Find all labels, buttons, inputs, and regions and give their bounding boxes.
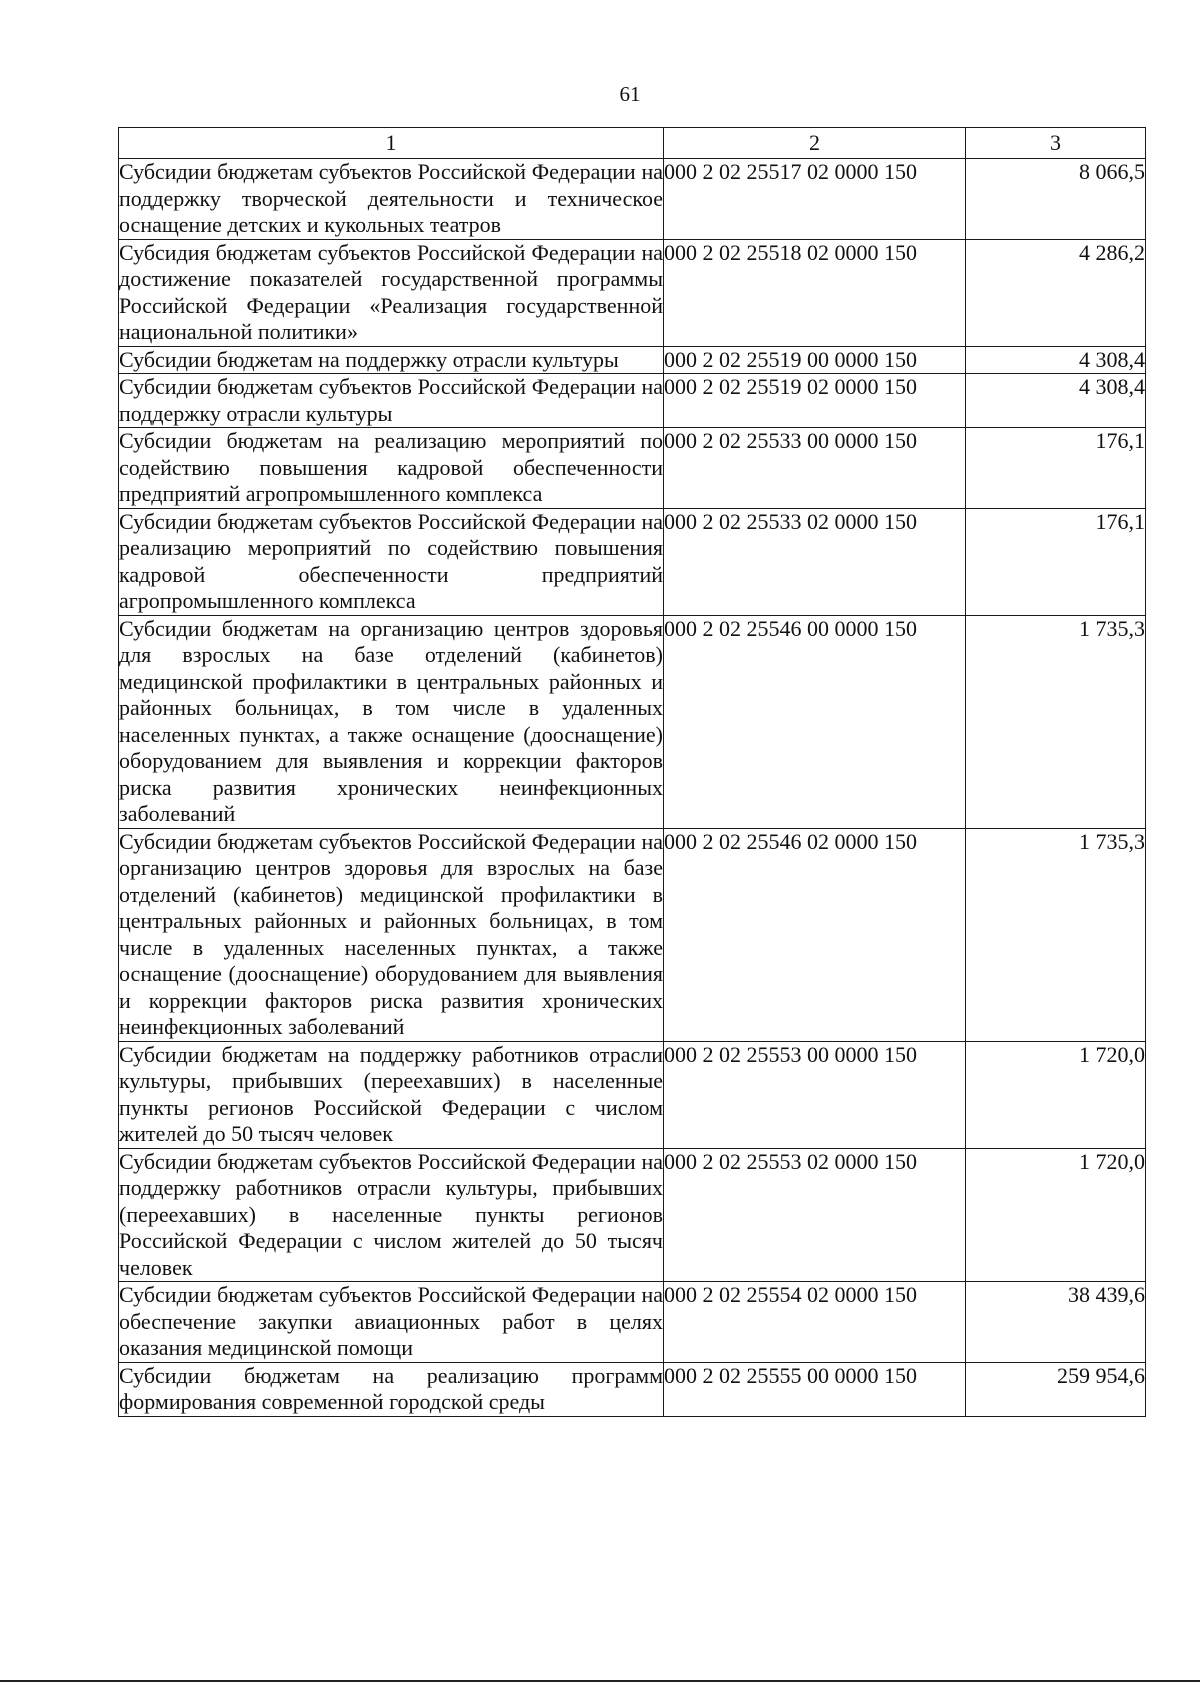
row-name: Субсидии бюджетам на поддержку отрасли культуры — [119, 346, 664, 374]
budget-table — [118, 127, 1146, 1417]
row-code: 000 2 02 25546 02 0000 150 — [664, 828, 966, 1041]
row-code: 000 2 02 25518 02 0000 150 — [664, 239, 966, 346]
row-name: Субсидии бюджетам на организацию центров здоровья для взрослых на базе отделений (кабинетов) медицинской профилактики в центральных районных и районных больницах, в том числе в удаленных населенных пунктах, а также оснащение (дооснащение) оборудованием для выявления и коррекции факторов риска развития хронических неинфекционных заболеваний — [119, 615, 663, 826]
table-row — [119, 346, 1146, 374]
column-header-1: 1 — [119, 128, 664, 159]
row-name: Субсидии бюджетам субъектов Российской Федерации на организацию центров здоровья для взрослых на базе отделений (кабинетов) медицинской профилактики в центральных районных и районных больницах, в том числе в удаленных населенных пунктах, а также оснащение (дооснащение) оборудованием для выявления и коррекции факторов риска развития хронических неинфекционных заболеваний — [119, 828, 663, 1039]
table-row — [119, 239, 1146, 346]
table-row — [119, 508, 1146, 615]
table-row — [119, 828, 1146, 1041]
row-code: 000 2 02 25555 00 0000 150 — [664, 1362, 966, 1416]
bottom-rule — [0, 1680, 1200, 1682]
table-row — [119, 374, 1146, 428]
table-row — [119, 159, 1146, 240]
row-amount: 1 735,3 — [966, 828, 1146, 1041]
row-name: Субсидии бюджетам субъектов Российской Федерации на поддержку работников отрасли культуры, прибывших (переехавших) в населенные пункты регионов Российской Федерации с числом жителей до 50 тысяч человек — [119, 1148, 663, 1280]
row-amount: 4 286,2 — [966, 239, 1146, 346]
row-code: 000 2 02 25519 02 0000 150 — [664, 374, 966, 428]
row-amount: 38 439,6 — [966, 1282, 1146, 1363]
table-row — [119, 1282, 1146, 1363]
row-amount: 1 720,0 — [966, 1148, 1146, 1282]
header-row — [119, 128, 1146, 159]
row-code: 000 2 02 25533 02 0000 150 — [664, 508, 966, 615]
table-row — [119, 1041, 1146, 1148]
row-name: Субсидии бюджетам на реализацию программ формирования современной городской среды — [119, 1362, 663, 1414]
row-amount: 4 308,4 — [966, 346, 1146, 374]
row-name: Субсидии бюджетам на реализацию мероприятий по содействию повышения кадровой обеспеченности предприятий агропромышленного комплекса — [119, 428, 663, 506]
table-row — [119, 1148, 1146, 1282]
row-code: 000 2 02 25546 00 0000 150 — [664, 615, 966, 828]
row-amount: 259 954,6 — [966, 1362, 1146, 1416]
row-name: Субсидии бюджетам субъектов Российской Федерации на поддержку творческой деятельности и техническое оснащение детских и кукольных театров — [119, 159, 663, 237]
row-code: 000 2 02 25517 02 0000 150 — [664, 159, 966, 240]
row-amount: 1 720,0 — [966, 1041, 1146, 1148]
column-header-3: 3 — [966, 128, 1146, 159]
row-name: Субсидии бюджетам субъектов Российской Федерации на реализацию мероприятий по содействию повышения кадровой обеспеченности предприятий агропромышленного комплекса — [119, 508, 663, 613]
table-row — [119, 1362, 1146, 1416]
column-header-2: 2 — [664, 128, 966, 159]
row-amount: 8 066,5 — [966, 159, 1146, 240]
table-row — [119, 428, 1146, 509]
page-number: 61 — [619, 82, 641, 106]
row-amount: 176,1 — [966, 508, 1146, 615]
table-row — [119, 615, 1146, 828]
row-code: 000 2 02 25519 00 0000 150 — [664, 346, 966, 374]
row-amount: 1 735,3 — [966, 615, 1146, 828]
row-amount: 4 308,4 — [966, 374, 1146, 428]
row-name: Субсидия бюджетам субъектов Российской Федерации на достижение показателей государственной программы Российской Федерации «Реализация государственной национальной политики» — [119, 239, 663, 344]
row-name: Субсидии бюджетам на поддержку работников отрасли культуры, прибывших (переехавших) в населенные пункты регионов Российской Федерации с числом жителей до 50 тысяч человек — [119, 1041, 663, 1146]
row-amount: 176,1 — [966, 428, 1146, 509]
row-code: 000 2 02 25554 02 0000 150 — [664, 1282, 966, 1363]
row-code: 000 2 02 25533 00 0000 150 — [664, 428, 966, 509]
row-name: Субсидии бюджетам субъектов Российской Федерации на обеспечение закупки авиационных работ в целях оказания медицинской помощи — [119, 1282, 663, 1360]
row-code: 000 2 02 25553 02 0000 150 — [664, 1148, 966, 1282]
row-name: Субсидии бюджетам субъектов Российской Федерации на поддержку отрасли культуры — [119, 374, 663, 426]
row-code: 000 2 02 25553 00 0000 150 — [664, 1041, 966, 1148]
